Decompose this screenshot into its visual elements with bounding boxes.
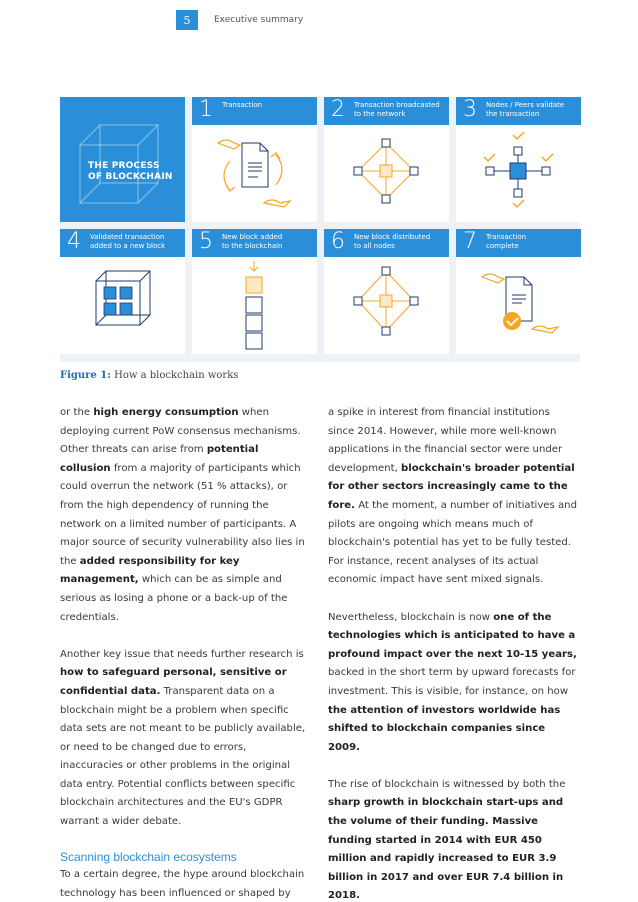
process-title: THE PROCESS OF BLOCKCHAIN [88, 161, 173, 182]
page-number: 5 [176, 10, 198, 30]
step-number: 3 [463, 97, 477, 122]
paragraph: Nevertheless, blockchain is now one of the technologies which is anticipated to have a profound impact over the next 10-15 years, backed in the short term by upward forecasts for investment. This is visible, for instance, on how the attention of investors worldwide has shifted to blockchain companies since 2009. [328, 611, 577, 753]
caption-text: How a blockchain works [110, 370, 239, 381]
step-label: Nodes / Peers validate the transaction [486, 101, 565, 118]
right-column [328, 404, 578, 902]
step-label: Transaction complete [486, 233, 527, 250]
paragraph: Another key issue that needs further research is how to safeguard personal, sensitive or confidential data. Transparent data on a blockchain might be a problem when specific data sets are not meant to be publicly available, or need to be changed due to errors, inaccuracies or other problems in the original data entry. Potential conflicts between specific blockchain architectures and the EU's GDPR warrant a wider debate. [60, 648, 306, 828]
paragraph: a spike in interest from financial institutions since 2014. However, while more well-known applications in the financial sector were under development, blockchain's broader potential for other sectors increasingly came to the fore. At the moment, a number of initiatives and pilots are ongoing which means much of blockchain's potential has yet to be fully tested. For instance, recent analyses of its actual economic impact have sent mixed signals. [328, 407, 577, 586]
step-number: 4 [67, 229, 81, 254]
paragraph: The rise of blockchain is witnessed by both the sharp growth in blockchain start-ups and the volume of their funding. Massive funding started in 2014 with EUR 450 million and rapidly increased to EUR 3.9 billion in 2017 and over EUR 7.4 billion in 2018. [328, 778, 566, 902]
nodes-validate-icon [456, 125, 581, 222]
step-1-panel [192, 97, 317, 222]
left-column [60, 404, 308, 902]
step-label: Validated transaction added to a new block [90, 233, 166, 250]
step-label: New block added to the blockchain [222, 233, 283, 250]
step-number: 5 [199, 229, 213, 254]
transaction-complete-icon [456, 257, 581, 354]
step-4-panel [60, 229, 185, 354]
step-number: 2 [331, 97, 345, 122]
step-label: Transaction broadcasted to the network [354, 101, 440, 118]
step-label: New block distributed to all nodes [354, 233, 431, 250]
step-6-panel [324, 229, 449, 354]
page-header [176, 10, 303, 30]
step-5-panel [192, 229, 317, 354]
caption-label: Figure 1: [60, 370, 111, 381]
document-exchange-icon [192, 125, 317, 222]
paragraph: To a certain degree, the hype around blockchain technology has been influenced or shaped by [60, 869, 305, 899]
paragraph: or the high energy consumption when deploying current PoW consensus mechanisms. Other threats can arise from potential collusion from a majority of participants which could overrun the network (51 % attacks), or from the high dependency of running the network on a limited number of participants. A major source of security vulnerability also lies in the added responsibility for key management, which can be as simple and serious as losing a phone or a back-up of the credentials. [60, 407, 305, 623]
network-distribute-icon [324, 257, 449, 354]
network-broadcast-icon [324, 125, 449, 222]
block-cube-icon [60, 257, 185, 354]
blockchain-process-figure [60, 97, 580, 362]
step-3-panel [456, 97, 581, 222]
cube-outline-icon [60, 97, 185, 222]
step-label: Transaction [222, 101, 263, 109]
step-7-panel [456, 229, 581, 354]
block-stack-icon [192, 257, 317, 354]
step-number: 7 [463, 229, 477, 254]
step-2-panel [324, 97, 449, 222]
step-number: 1 [199, 97, 213, 122]
header-title: Executive summary [214, 15, 304, 25]
step-number: 6 [331, 229, 345, 254]
process-title-panel [60, 97, 185, 222]
figure-caption [60, 370, 238, 381]
section-heading: Scanning blockchain ecosystems [60, 850, 237, 865]
